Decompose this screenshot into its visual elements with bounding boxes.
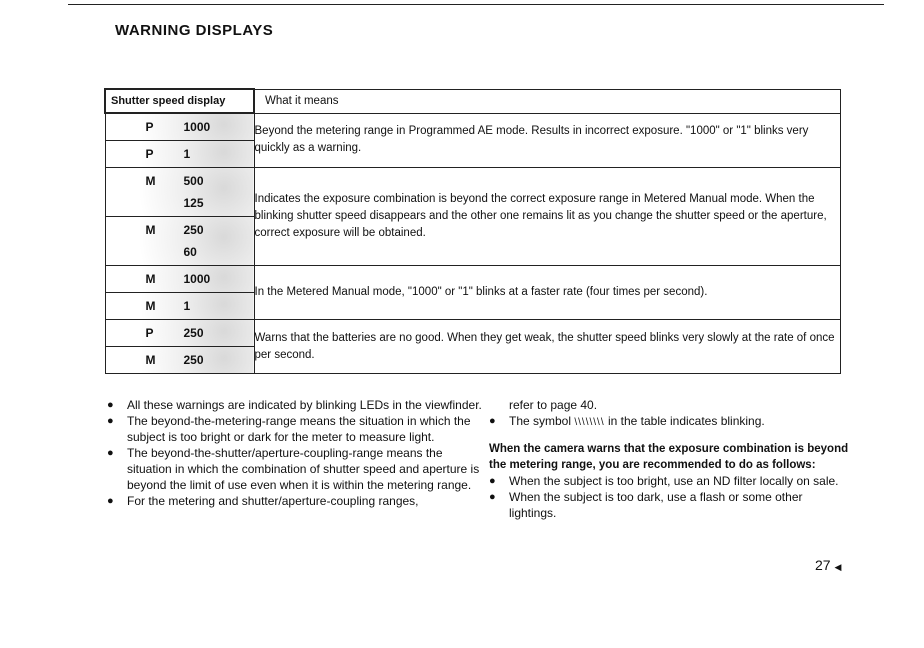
bullet-icon: ● bbox=[489, 491, 496, 503]
shutter-speed: 1 bbox=[183, 147, 191, 161]
continuation-text: refer to page 40. bbox=[509, 398, 598, 412]
bullet-icon: ● bbox=[489, 415, 496, 427]
bullet-icon: ● bbox=[107, 447, 114, 459]
page-marker-icon: ◀ bbox=[834, 562, 842, 572]
list-item bbox=[107, 413, 482, 445]
list-item bbox=[489, 413, 849, 431]
list-item bbox=[489, 473, 849, 489]
shutter-speed: 250 bbox=[183, 223, 204, 237]
note-text: The beyond-the-shutter/aperture-coupling-range means the situation in which the combination of shutter speed and aperture is beyond the limit of use even when it is within the metering range. bbox=[127, 446, 480, 492]
warning-table bbox=[104, 88, 841, 374]
shutter-speed-secondary: 60 bbox=[183, 245, 197, 259]
mode-letter: M bbox=[145, 174, 156, 188]
display-cell bbox=[105, 113, 254, 141]
header-shutter-speed-display: Shutter speed display bbox=[105, 89, 254, 113]
symbol-note-pre: The symbol bbox=[509, 414, 572, 428]
notes-right-column bbox=[489, 397, 849, 521]
notes-left-column bbox=[107, 397, 482, 509]
shutter-speed: 1 bbox=[183, 299, 191, 313]
meaning-cell: Indicates the exposure combination is beyond the correct exposure range in Metered Manual mode. When the blinking shutter speed disappears and the other one remains lit as you change the shutter speed or the aperture, correct exposure will be obtained. bbox=[254, 168, 841, 266]
note-text: When the subject is too dark, use a flash or some other lightings. bbox=[509, 490, 803, 520]
page-number: 27 ◀ bbox=[815, 557, 842, 573]
note-text: The beyond-the-metering-range means the situation in which the subject is too bright or dark for the meter to measure light. bbox=[127, 414, 471, 444]
meaning-cell: In the Metered Manual mode, "1000" or "1" blinks at a faster rate (four times per second). bbox=[254, 266, 841, 320]
table-row bbox=[105, 113, 841, 141]
blink-symbol-icon: \\\\\\\\ bbox=[574, 417, 605, 428]
bullet-icon: ● bbox=[489, 475, 496, 487]
shutter-speed: 250 bbox=[183, 353, 204, 367]
shutter-speed: 1000 bbox=[183, 120, 211, 134]
note-text: All these warnings are indicated by blinking LEDs in the viewfinder. bbox=[127, 398, 482, 412]
meaning-cell: Beyond the metering range in Programmed AE mode. Results in incorrect exposure. "1000" or "1" blinks very quickly as a warning. bbox=[254, 113, 841, 168]
display-cell bbox=[105, 266, 254, 293]
mode-letter: M bbox=[145, 223, 156, 237]
bullet-icon: ● bbox=[107, 495, 114, 507]
list-item bbox=[107, 397, 482, 413]
mode-letter: M bbox=[145, 299, 156, 313]
table-row bbox=[105, 320, 841, 347]
list-item bbox=[107, 493, 482, 509]
list-item bbox=[107, 445, 482, 493]
page-title: WARNING DISPLAYS bbox=[115, 22, 274, 39]
bullet-icon: ● bbox=[107, 399, 114, 411]
shutter-speed: 1000 bbox=[183, 272, 211, 286]
table-row bbox=[105, 266, 841, 293]
note-text: For the metering and shutter/aperture-coupling ranges, bbox=[127, 494, 419, 508]
shutter-speed: 500 bbox=[183, 174, 204, 188]
display-cell bbox=[105, 347, 254, 374]
header-what-it-means: What it means bbox=[254, 89, 841, 113]
bullet-icon: ● bbox=[107, 415, 114, 427]
list-item bbox=[489, 489, 849, 521]
display-cell bbox=[105, 320, 254, 347]
shutter-speed: 250 bbox=[183, 326, 204, 340]
table-header-row bbox=[105, 89, 841, 113]
recommend-heading: When the camera warns that the exposure combination is beyond the metering range, you are recommended to do as follows: bbox=[489, 443, 849, 471]
display-cell bbox=[105, 168, 254, 217]
display-cell bbox=[105, 141, 254, 168]
mode-letter: P bbox=[145, 326, 154, 340]
display-cell bbox=[105, 217, 254, 266]
mode-letter: P bbox=[145, 147, 154, 161]
top-rule bbox=[68, 4, 884, 5]
symbol-note-post: in the table indicates blinking. bbox=[607, 414, 765, 428]
shutter-speed-secondary: 125 bbox=[183, 196, 204, 210]
mode-letter: M bbox=[145, 353, 156, 367]
mode-letter: P bbox=[145, 120, 154, 134]
mode-letter: M bbox=[145, 272, 156, 286]
note-text: When the subject is too bright, use an ND filter locally on sale. bbox=[509, 474, 839, 488]
table-row bbox=[105, 168, 841, 217]
meaning-cell: Warns that the batteries are no good. When they get weak, the shutter speed blinks very slowly at the rate of once per second. bbox=[254, 320, 841, 374]
display-cell bbox=[105, 293, 254, 320]
